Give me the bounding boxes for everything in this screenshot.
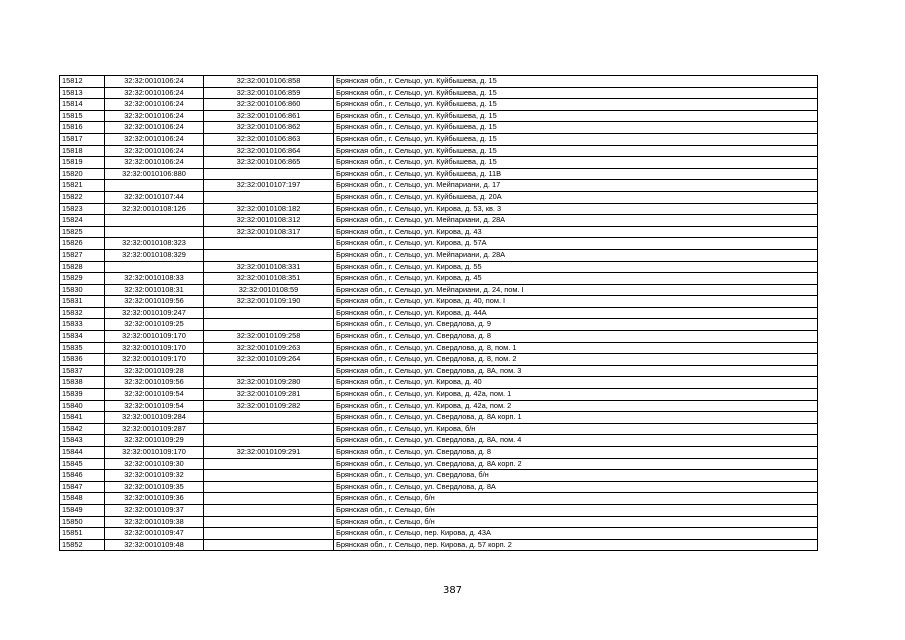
cell-block-cadastral-number — [105, 226, 204, 238]
table-row — [60, 261, 818, 273]
cell-record-number: 15821 — [60, 180, 105, 192]
cell-object-cadastral-number — [204, 504, 334, 516]
cell-address: Брянская обл., г. Сельцо, ул. Свердлова, д. 9 — [334, 319, 818, 331]
cell-block-cadastral-number: 32:32:0010109:29 — [105, 435, 204, 447]
cell-address: Брянская обл., г. Сельцо, ул. Свердлова, д. 8А корп. 1 — [334, 412, 818, 424]
cell-object-cadastral-number: 32:32:0010108:59 — [204, 284, 334, 296]
cell-block-cadastral-number: 32:32:0010109:35 — [105, 481, 204, 493]
table-row — [60, 284, 818, 296]
cell-address: Брянская обл., г. Сельцо, ул. Кирова, б/н — [334, 423, 818, 435]
cell-object-cadastral-number — [204, 481, 334, 493]
cell-address: Брянская обл., г. Сельцо, б/н — [334, 493, 818, 505]
cell-block-cadastral-number: 32:32:0010106:24 — [105, 99, 204, 111]
cell-record-number: 15845 — [60, 458, 105, 470]
cell-record-number: 15820 — [60, 168, 105, 180]
cell-block-cadastral-number: 32:32:0010109:47 — [105, 528, 204, 540]
cell-object-cadastral-number: 32:32:0010108:351 — [204, 273, 334, 285]
cell-object-cadastral-number — [204, 307, 334, 319]
cell-object-cadastral-number — [204, 539, 334, 551]
cell-address: Брянская обл., г. Сельцо, ул. Мейпариани, д. 28А — [334, 215, 818, 227]
cell-object-cadastral-number: 32:32:0010109:258 — [204, 331, 334, 343]
cell-record-number: 15832 — [60, 307, 105, 319]
table-row — [60, 342, 818, 354]
cell-object-cadastral-number — [204, 528, 334, 540]
cell-record-number: 15830 — [60, 284, 105, 296]
cell-object-cadastral-number — [204, 412, 334, 424]
cell-block-cadastral-number: 32:32:0010109:28 — [105, 365, 204, 377]
table-row — [60, 423, 818, 435]
table-row — [60, 400, 818, 412]
cell-block-cadastral-number: 32:32:0010108:33 — [105, 273, 204, 285]
cell-object-cadastral-number — [204, 191, 334, 203]
table-row — [60, 516, 818, 528]
cell-record-number: 15843 — [60, 435, 105, 447]
cell-address: Брянская обл., г. Сельцо, ул. Мейпариани, д. 24, пом. I — [334, 284, 818, 296]
cell-address: Брянская обл., г. Сельцо, ул. Кирова, д. 53, кв. 3 — [334, 203, 818, 215]
table-row — [60, 331, 818, 343]
table-row — [60, 273, 818, 285]
cell-object-cadastral-number: 32:32:0010106:860 — [204, 99, 334, 111]
cell-record-number: 15818 — [60, 145, 105, 157]
cell-record-number: 15834 — [60, 331, 105, 343]
cell-record-number: 15842 — [60, 423, 105, 435]
cell-object-cadastral-number: 32:32:0010109:280 — [204, 377, 334, 389]
cell-address: Брянская обл., г. Сельцо, ул. Куйбышева, д. 15 — [334, 122, 818, 134]
cell-address: Брянская обл., г. Сельцо, ул. Куйбышева, д. 15 — [334, 133, 818, 145]
cell-record-number: 15844 — [60, 447, 105, 459]
table-row — [60, 110, 818, 122]
cell-address: Брянская обл., г. Сельцо, ул. Куйбышева, д. 11В — [334, 168, 818, 180]
cell-block-cadastral-number: 32:32:0010108:323 — [105, 238, 204, 250]
table-row — [60, 307, 818, 319]
cell-object-cadastral-number: 32:32:0010106:864 — [204, 145, 334, 157]
cell-record-number: 15823 — [60, 203, 105, 215]
cell-block-cadastral-number: 32:32:0010108:126 — [105, 203, 204, 215]
cell-block-cadastral-number: 32:32:0010106:24 — [105, 87, 204, 99]
cadastral-registry-table — [59, 75, 818, 551]
cell-address: Брянская обл., г. Сельцо, ул. Куйбышева, д. 20А — [334, 191, 818, 203]
cell-object-cadastral-number — [204, 516, 334, 528]
cell-block-cadastral-number: 32:32:0010109:170 — [105, 342, 204, 354]
cell-record-number: 15833 — [60, 319, 105, 331]
cell-address: Брянская обл., г. Сельцо, ул. Куйбышева, д. 15 — [334, 87, 818, 99]
table-row — [60, 528, 818, 540]
cell-block-cadastral-number: 32:32:0010106:24 — [105, 145, 204, 157]
table-row — [60, 226, 818, 238]
cell-record-number: 15815 — [60, 110, 105, 122]
cell-record-number: 15850 — [60, 516, 105, 528]
cell-object-cadastral-number: 32:32:0010108:312 — [204, 215, 334, 227]
cell-address: Брянская обл., г. Сельцо, ул. Свердлова, б/н — [334, 470, 818, 482]
cell-object-cadastral-number: 32:32:0010108:331 — [204, 261, 334, 273]
cell-record-number: 15840 — [60, 400, 105, 412]
cell-address: Брянская обл., г. Сельцо, ул. Свердлова, д. 8А, пом. 4 — [334, 435, 818, 447]
cell-record-number: 15816 — [60, 122, 105, 134]
table-row — [60, 296, 818, 308]
table-row — [60, 412, 818, 424]
cell-address: Брянская обл., г. Сельцо, ул. Мейпариани, д. 28А — [334, 249, 818, 261]
cell-record-number: 15826 — [60, 238, 105, 250]
table-row — [60, 319, 818, 331]
cell-address: Брянская обл., г. Сельцо, ул. Кирова, д. 44А — [334, 307, 818, 319]
cell-address: Брянская обл., г. Сельцо, пер. Кирова, д. 57 корп. 2 — [334, 539, 818, 551]
cell-block-cadastral-number: 32:32:0010109:247 — [105, 307, 204, 319]
table-row — [60, 180, 818, 192]
table-row — [60, 157, 818, 169]
table-row — [60, 249, 818, 261]
cell-object-cadastral-number: 32:32:0010106:862 — [204, 122, 334, 134]
cell-block-cadastral-number: 32:32:0010109:25 — [105, 319, 204, 331]
cell-address: Брянская обл., г. Сельцо, ул. Свердлова, д. 8 — [334, 331, 818, 343]
cell-record-number: 15812 — [60, 76, 105, 88]
table-row — [60, 191, 818, 203]
cell-address: Брянская обл., г. Сельцо, ул. Куйбышева, д. 15 — [334, 99, 818, 111]
cell-address: Брянская обл., г. Сельцо, пер. Кирова, д. 43А — [334, 528, 818, 540]
cell-address: Брянская обл., г. Сельцо, ул. Свердлова, д. 8, пом. 2 — [334, 354, 818, 366]
cell-record-number: 15837 — [60, 365, 105, 377]
cell-object-cadastral-number — [204, 168, 334, 180]
cell-object-cadastral-number — [204, 435, 334, 447]
cell-object-cadastral-number: 32:32:0010106:863 — [204, 133, 334, 145]
cell-record-number: 15828 — [60, 261, 105, 273]
cell-address: Брянская обл., г. Сельцо, ул. Куйбышева, д. 15 — [334, 76, 818, 88]
cell-object-cadastral-number: 32:32:0010109:190 — [204, 296, 334, 308]
cell-block-cadastral-number: 32:32:0010109:284 — [105, 412, 204, 424]
cell-record-number: 15847 — [60, 481, 105, 493]
cell-object-cadastral-number — [204, 470, 334, 482]
cell-block-cadastral-number: 32:32:0010109:170 — [105, 447, 204, 459]
cell-record-number: 15852 — [60, 539, 105, 551]
table-row — [60, 122, 818, 134]
cell-block-cadastral-number: 32:32:0010108:329 — [105, 249, 204, 261]
table-row — [60, 87, 818, 99]
cell-object-cadastral-number: 32:32:0010109:264 — [204, 354, 334, 366]
cell-address: Брянская обл., г. Сельцо, ул. Куйбышева, д. 15 — [334, 110, 818, 122]
cell-block-cadastral-number: 32:32:0010109:54 — [105, 389, 204, 401]
cell-object-cadastral-number: 32:32:0010108:182 — [204, 203, 334, 215]
table-row — [60, 470, 818, 482]
cell-record-number: 15839 — [60, 389, 105, 401]
table-row — [60, 215, 818, 227]
cell-address: Брянская обл., г. Сельцо, ул. Свердлова, д. 8А корп. 2 — [334, 458, 818, 470]
cell-record-number: 15835 — [60, 342, 105, 354]
cell-object-cadastral-number: 32:32:0010108:317 — [204, 226, 334, 238]
table-row — [60, 377, 818, 389]
table-row — [60, 389, 818, 401]
cell-address: Брянская обл., г. Сельцо, ул. Свердлова, д. 8, пом. 1 — [334, 342, 818, 354]
cell-object-cadastral-number: 32:32:0010107:197 — [204, 180, 334, 192]
cell-object-cadastral-number: 32:32:0010109:281 — [204, 389, 334, 401]
cell-block-cadastral-number: 32:32:0010106:24 — [105, 157, 204, 169]
cell-block-cadastral-number: 32:32:0010109:287 — [105, 423, 204, 435]
table-row — [60, 238, 818, 250]
cell-block-cadastral-number: 32:32:0010109:30 — [105, 458, 204, 470]
table-row — [60, 145, 818, 157]
cell-block-cadastral-number: 32:32:0010109:170 — [105, 331, 204, 343]
cell-address: Брянская обл., г. Сельцо, б/н — [334, 504, 818, 516]
cell-object-cadastral-number — [204, 493, 334, 505]
cell-record-number: 15831 — [60, 296, 105, 308]
cell-record-number: 15836 — [60, 354, 105, 366]
table-row — [60, 447, 818, 459]
cell-object-cadastral-number: 32:32:0010109:291 — [204, 447, 334, 459]
cell-block-cadastral-number: 32:32:0010106:24 — [105, 122, 204, 134]
cell-address: Брянская обл., г. Сельцо, ул. Куйбышева, д. 15 — [334, 145, 818, 157]
cell-block-cadastral-number — [105, 180, 204, 192]
table-row — [60, 539, 818, 551]
cell-address: Брянская обл., г. Сельцо, ул. Кирова, д. 57А — [334, 238, 818, 250]
cell-block-cadastral-number: 32:32:0010109:56 — [105, 377, 204, 389]
cell-record-number: 15849 — [60, 504, 105, 516]
table-body — [60, 76, 818, 551]
cell-record-number: 15814 — [60, 99, 105, 111]
cell-object-cadastral-number — [204, 365, 334, 377]
cell-block-cadastral-number: 32:32:0010109:54 — [105, 400, 204, 412]
cell-record-number: 15829 — [60, 273, 105, 285]
cell-block-cadastral-number: 32:32:0010109:56 — [105, 296, 204, 308]
table-row — [60, 99, 818, 111]
cell-object-cadastral-number — [204, 458, 334, 470]
cell-record-number: 15846 — [60, 470, 105, 482]
cell-object-cadastral-number — [204, 249, 334, 261]
cell-block-cadastral-number: 32:32:0010109:48 — [105, 539, 204, 551]
cell-block-cadastral-number: 32:32:0010107:44 — [105, 191, 204, 203]
cell-address: Брянская обл., г. Сельцо, ул. Кирова, д. 55 — [334, 261, 818, 273]
cell-record-number: 15813 — [60, 87, 105, 99]
page-number: 387 — [442, 585, 463, 596]
cell-address: Брянская обл., г. Сельцо, ул. Кирова, д. 42а, пом. 2 — [334, 400, 818, 412]
cell-block-cadastral-number: 32:32:0010108:31 — [105, 284, 204, 296]
cell-address: Брянская обл., г. Сельцо, ул. Свердлова, д. 8 — [334, 447, 818, 459]
cell-record-number: 15827 — [60, 249, 105, 261]
cell-record-number: 15819 — [60, 157, 105, 169]
cell-object-cadastral-number: 32:32:0010109:263 — [204, 342, 334, 354]
cell-block-cadastral-number: 32:32:0010109:38 — [105, 516, 204, 528]
table-row — [60, 481, 818, 493]
cell-address: Брянская обл., г. Сельцо, ул. Свердлова, д. 8А, пом. 3 — [334, 365, 818, 377]
cell-object-cadastral-number — [204, 238, 334, 250]
table-row — [60, 435, 818, 447]
cell-block-cadastral-number: 32:32:0010109:37 — [105, 504, 204, 516]
cell-record-number: 15822 — [60, 191, 105, 203]
cell-record-number: 15824 — [60, 215, 105, 227]
table-row — [60, 458, 818, 470]
cell-address: Брянская обл., г. Сельцо, ул. Кирова, д. 45 — [334, 273, 818, 285]
cell-object-cadastral-number — [204, 423, 334, 435]
cell-block-cadastral-number: 32:32:0010109:170 — [105, 354, 204, 366]
cell-block-cadastral-number: 32:32:0010106:24 — [105, 110, 204, 122]
cell-block-cadastral-number: 32:32:0010106:24 — [105, 76, 204, 88]
cell-record-number: 15841 — [60, 412, 105, 424]
table-row — [60, 133, 818, 145]
cell-address: Брянская обл., г. Сельцо, ул. Кирова, д. 40 — [334, 377, 818, 389]
cell-object-cadastral-number: 32:32:0010106:859 — [204, 87, 334, 99]
cell-address: Брянская обл., г. Сельцо, ул. Кирова, д. 40, пом. I — [334, 296, 818, 308]
cell-block-cadastral-number — [105, 261, 204, 273]
cell-block-cadastral-number — [105, 215, 204, 227]
table-row — [60, 168, 818, 180]
table-row — [60, 504, 818, 516]
cell-object-cadastral-number: 32:32:0010106:861 — [204, 110, 334, 122]
table-row — [60, 76, 818, 88]
cell-record-number: 15851 — [60, 528, 105, 540]
cell-object-cadastral-number: 32:32:0010106:858 — [204, 76, 334, 88]
cell-record-number: 15817 — [60, 133, 105, 145]
cell-address: Брянская обл., г. Сельцо, ул. Куйбышева, д. 15 — [334, 157, 818, 169]
cell-address: Брянская обл., г. Сельцо, ул. Кирова, д. 43 — [334, 226, 818, 238]
table-row — [60, 365, 818, 377]
table-row — [60, 203, 818, 215]
cell-address: Брянская обл., г. Сельцо, ул. Мейпариани, д. 17 — [334, 180, 818, 192]
table-row — [60, 354, 818, 366]
cell-record-number: 15838 — [60, 377, 105, 389]
cell-block-cadastral-number: 32:32:0010109:32 — [105, 470, 204, 482]
table-row — [60, 493, 818, 505]
cell-address: Брянская обл., г. Сельцо, б/н — [334, 516, 818, 528]
cell-block-cadastral-number: 32:32:0010109:36 — [105, 493, 204, 505]
cell-object-cadastral-number — [204, 319, 334, 331]
cell-object-cadastral-number: 32:32:0010106:865 — [204, 157, 334, 169]
cell-record-number: 15825 — [60, 226, 105, 238]
cell-record-number: 15848 — [60, 493, 105, 505]
cell-address: Брянская обл., г. Сельцо, ул. Свердлова, д. 8А — [334, 481, 818, 493]
cell-block-cadastral-number: 32:32:0010106:24 — [105, 133, 204, 145]
cell-object-cadastral-number: 32:32:0010109:282 — [204, 400, 334, 412]
cell-block-cadastral-number: 32:32:0010106:880 — [105, 168, 204, 180]
cell-address: Брянская обл., г. Сельцо, ул. Кирова, д. 42а, пом. 1 — [334, 389, 818, 401]
